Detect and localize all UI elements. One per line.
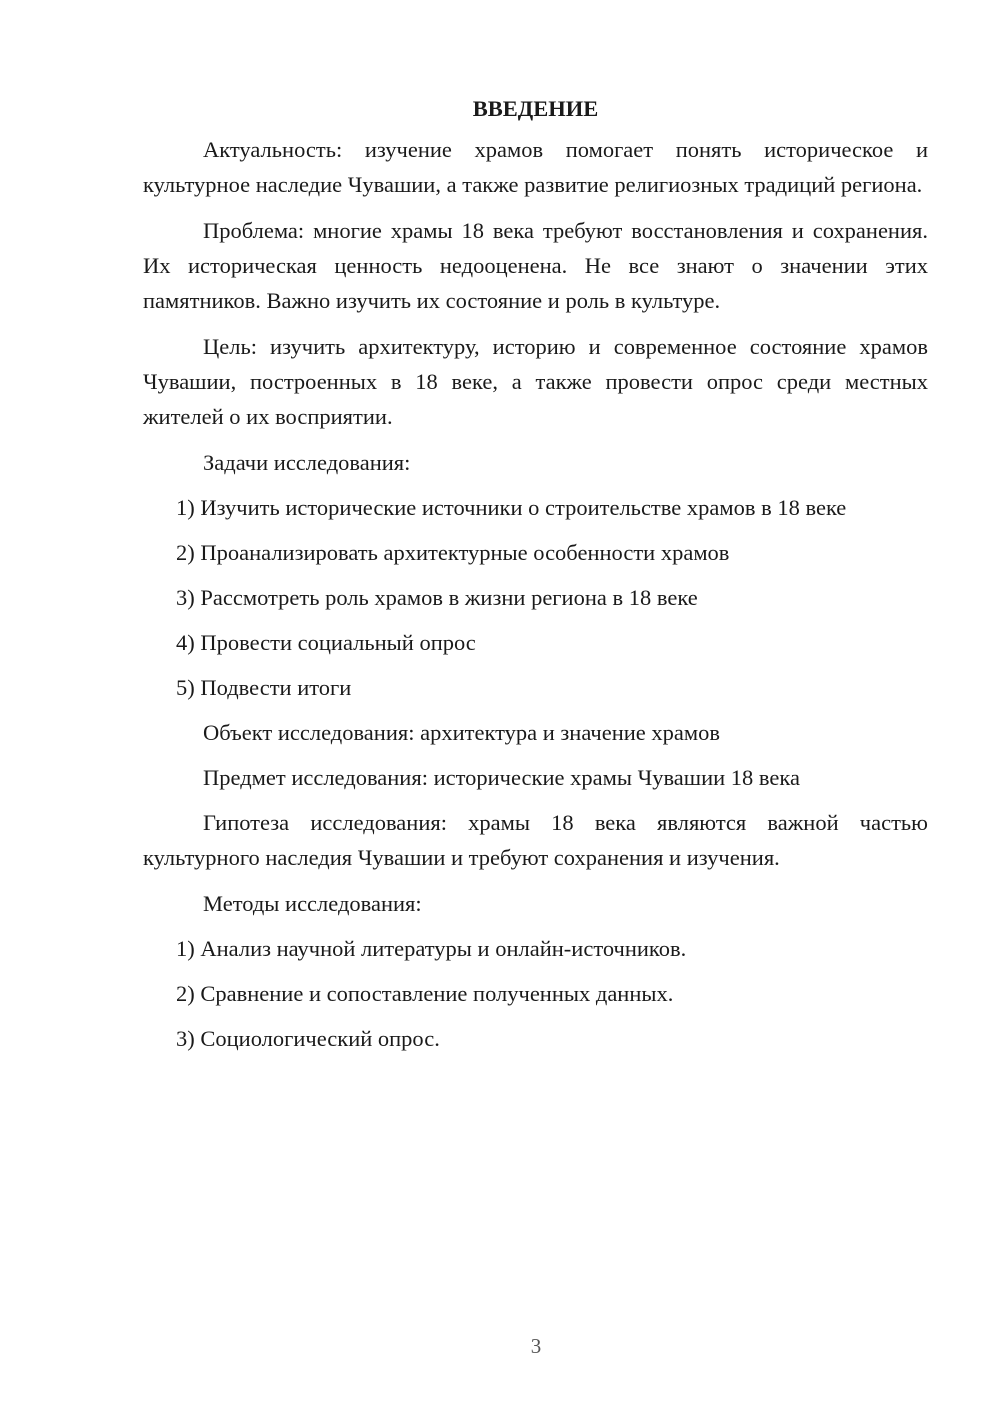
tasks-heading: Задачи исследования: bbox=[203, 450, 411, 475]
methods-heading: Методы исследования: bbox=[203, 891, 422, 916]
method-item: 2) Сравнение и сопоставление полученных данных. bbox=[176, 981, 674, 1006]
methods-list bbox=[143, 931, 928, 1056]
task-item: 1) Изучить исторические источники о строительстве храмов в 18 веке bbox=[176, 495, 847, 520]
task-item: 5) Подвести итоги bbox=[176, 675, 352, 700]
research-subject: Предмет исследования: исторические храмы Чувашии 18 века bbox=[203, 765, 800, 790]
tasks-list bbox=[143, 490, 928, 705]
hypothesis-paragraph: Гипотеза исследования: храмы 18 века являются важной частью культурного наследия Чувашии и требуют сохранения и изучения. bbox=[143, 810, 928, 870]
research-object: Объект исследования: архитектура и значение храмов bbox=[203, 720, 721, 745]
method-item: 1) Анализ научной литературы и онлайн-источников. bbox=[176, 936, 687, 961]
problem-paragraph: Проблема: многие храмы 18 века требуют восстановления и сохранения. Их историческая ценность недооценена. Не все знают о значении этих памятников. Важно изучить их состояние и роль в культуре. bbox=[143, 218, 928, 313]
page-title: ВВЕДЕНИЕ bbox=[472, 96, 599, 121]
task-item: 4) Провести социальный опрос bbox=[176, 630, 476, 655]
method-item: 3) Социологический опрос. bbox=[176, 1026, 440, 1051]
page-number: 3 bbox=[530, 1334, 542, 1358]
goal-paragraph: Цель: изучить архитектуру, историю и современное состояние храмов Чувашии, построенных в 18 веке, а также провести опрос среди местных жителей о их восприятии. bbox=[143, 334, 928, 429]
task-item: 2) Проанализировать архитектурные особенности храмов bbox=[176, 540, 730, 565]
relevance-paragraph: Актуальность: изучение храмов помогает понять историческое и культурное наследие Чувашии, а также развитие религиозных традиций региона. bbox=[143, 137, 928, 197]
document-page bbox=[143, 94, 928, 1066]
task-item: 3) Рассмотреть роль храмов в жизни региона в 18 веке bbox=[176, 585, 698, 610]
